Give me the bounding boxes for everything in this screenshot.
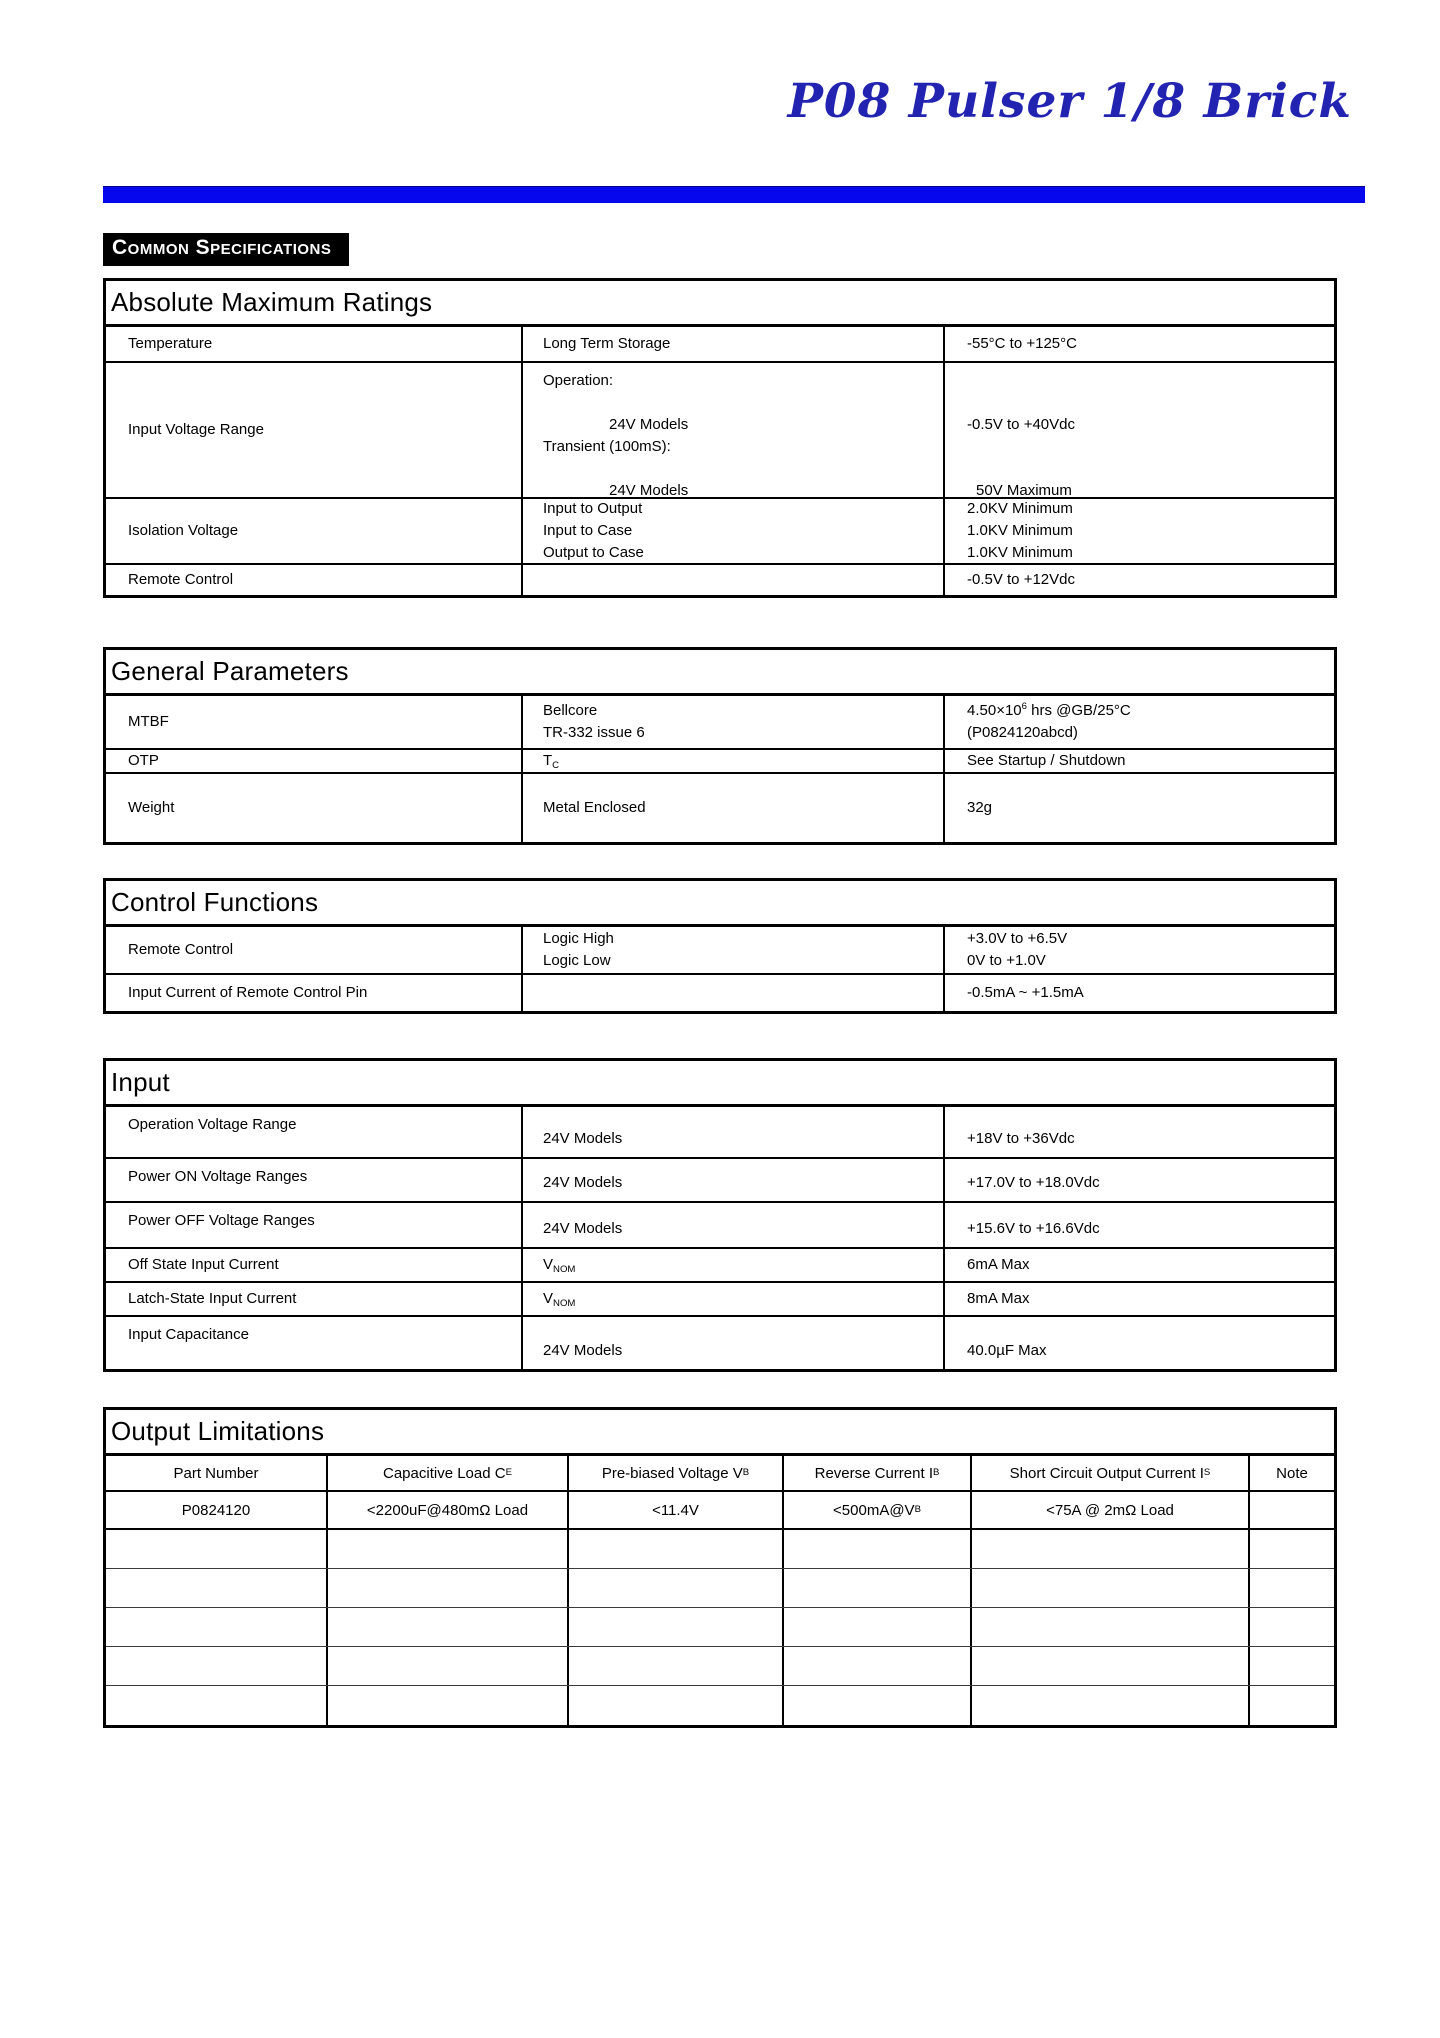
param-label: Off State Input Current (106, 1249, 523, 1281)
row-mtbf (106, 696, 1334, 750)
param-value: -0.5V to +12Vdc (967, 571, 1075, 588)
row-input-capacitance (106, 1317, 1334, 1369)
param-condition (523, 975, 945, 1011)
param-condition: Logic High Logic Low (523, 927, 945, 973)
param-value: 2.0KV Minimum 1.0KV Minimum 1.0KV Minimum (967, 500, 1073, 561)
param-value: See Startup / Shutdown (967, 752, 1126, 769)
doc-title: P08 Pulser 1/8 Brick (787, 74, 1352, 129)
param-value: +15.6V to +16.6Vdc (967, 1220, 1100, 1237)
param-condition: 24V Models (523, 1159, 945, 1201)
param-label: Input Voltage Range (106, 363, 523, 497)
param-label: Latch-State Input Current (106, 1283, 523, 1315)
param-condition: Long Term Storage (523, 327, 945, 361)
prebiased-voltage-cell: <11.4V (569, 1492, 784, 1528)
param-label: Power ON Voltage Ranges (106, 1159, 523, 1201)
param-condition: Input to Output Input to Case Output to Case (523, 499, 945, 563)
param-value: -0.5V to +40Vdc 50V Maximum (967, 416, 1075, 497)
row-temperature (106, 327, 1334, 363)
param-label: Temperature (106, 327, 523, 361)
param-condition (523, 565, 945, 595)
capacitive-load-cell: <2200uF@480mΩ Load (328, 1492, 569, 1528)
table-output-limitations (103, 1407, 1337, 1728)
mtbf-value-base: 4.50×10 (967, 702, 1022, 719)
table-title: Output Limitations (106, 1410, 1334, 1456)
output-empty-row (106, 1530, 1334, 1569)
param-value: 8mA Max (967, 1290, 1030, 1307)
table-title: General Parameters (106, 650, 1334, 696)
table-title: Input (106, 1061, 1334, 1107)
col-header-capacitive-load: Capacitive Load C E (328, 1456, 569, 1490)
param-condition: 24V Models (523, 1317, 945, 1369)
reverse-current-cell: <500mA@V B (784, 1492, 972, 1528)
param-value: -0.5mA ~ +1.5mA (967, 984, 1084, 1001)
table-title: Control Functions (106, 881, 1334, 927)
row-remote-control (106, 565, 1334, 595)
note-cell (1250, 1492, 1334, 1528)
table-control-functions (103, 878, 1337, 1014)
mtbf-value-exponent: 6 (1021, 701, 1027, 712)
param-label: Power OFF Voltage Ranges (106, 1203, 523, 1247)
col-header-reverse-current: Reverse Current I B (784, 1456, 972, 1490)
otp-condition-base: T (543, 752, 553, 769)
param-label: Remote Control (106, 565, 523, 595)
table-absolute-maximum-ratings (103, 278, 1337, 598)
part-number-cell: P0824120 (106, 1492, 328, 1528)
param-value: -55°C to +125°C (967, 335, 1077, 352)
param-label: Isolation Voltage (106, 499, 523, 563)
title-rule (103, 186, 1365, 203)
param-value: +3.0V to +6.5V 0V to +1.0V (967, 930, 1068, 969)
row-weight (106, 774, 1334, 842)
vnom-base: V (543, 1256, 554, 1273)
col-header-prebiased-voltage: Pre-biased Voltage V B (569, 1456, 784, 1490)
param-value: +18V to +36Vdc (967, 1130, 1075, 1147)
param-condition: Operation: 24V Models Transient (100mS): 24V Models (523, 363, 945, 497)
row-otp (106, 750, 1334, 774)
output-empty-row (106, 1647, 1334, 1686)
output-header-row (106, 1456, 1334, 1492)
otp-condition-subscript: C (552, 760, 560, 771)
row-remote-control (106, 927, 1334, 975)
param-label: Input Current of Remote Control Pin (106, 975, 523, 1011)
output-data-row (106, 1492, 1334, 1530)
param-condition (523, 1283, 945, 1315)
row-operation-voltage-range (106, 1107, 1334, 1159)
vnom-subscript: NOM (553, 1298, 576, 1309)
param-value: 40.0µF Max (967, 1342, 1047, 1359)
row-isolation-voltage (106, 499, 1334, 565)
param-value: 32g (967, 799, 993, 816)
param-label: Operation Voltage Range (106, 1107, 523, 1157)
col-header-note: Note (1276, 1464, 1308, 1482)
param-value: $4.50\times 10^6$ hrs @GB/25°C (P0824120abcd) (967, 701, 1131, 741)
row-power-on-voltage-ranges (106, 1159, 1334, 1203)
vnom-base: V (543, 1290, 554, 1307)
short-circuit-current-cell: <75A @ 2mΩ Load (972, 1492, 1250, 1528)
output-empty-row (106, 1569, 1334, 1608)
output-empty-row (106, 1608, 1334, 1647)
param-condition (523, 1249, 945, 1281)
vnom-subscript: NOM (553, 1264, 576, 1275)
param-label: Remote Control (106, 927, 523, 973)
col-header-part-number: Part Number (106, 1456, 328, 1490)
col-header-short-circuit-current: Short Circuit Output Current I S (972, 1456, 1250, 1490)
row-latch-state-input-current (106, 1283, 1334, 1317)
row-input-current-remote-pin (106, 975, 1334, 1011)
row-off-state-input-current (106, 1249, 1334, 1283)
output-empty-row (106, 1686, 1334, 1725)
param-label: Weight (106, 774, 523, 842)
section-label-common-specifications: Common Specifications (103, 233, 349, 266)
param-condition: Metal Enclosed (523, 774, 945, 842)
param-label: Input Capacitance (106, 1317, 523, 1369)
table-input (103, 1058, 1337, 1372)
param-label: OTP (106, 750, 523, 772)
mtbf-value-rest: hrs @GB/25°C (1026, 702, 1131, 719)
param-condition: 24V Models (523, 1107, 945, 1157)
param-value: 6mA Max (967, 1256, 1030, 1273)
row-power-off-voltage-ranges (106, 1203, 1334, 1249)
param-condition: Bellcore TR-332 issue 6 (523, 696, 945, 748)
table-title: Absolute Maximum Ratings (106, 281, 1334, 327)
row-input-voltage-range (106, 363, 1334, 499)
table-general-parameters (103, 647, 1337, 845)
param-condition (523, 750, 945, 772)
param-condition: 24V Models (523, 1203, 945, 1247)
param-value: +17.0V to +18.0Vdc (967, 1174, 1100, 1191)
param-label: MTBF (106, 696, 523, 748)
